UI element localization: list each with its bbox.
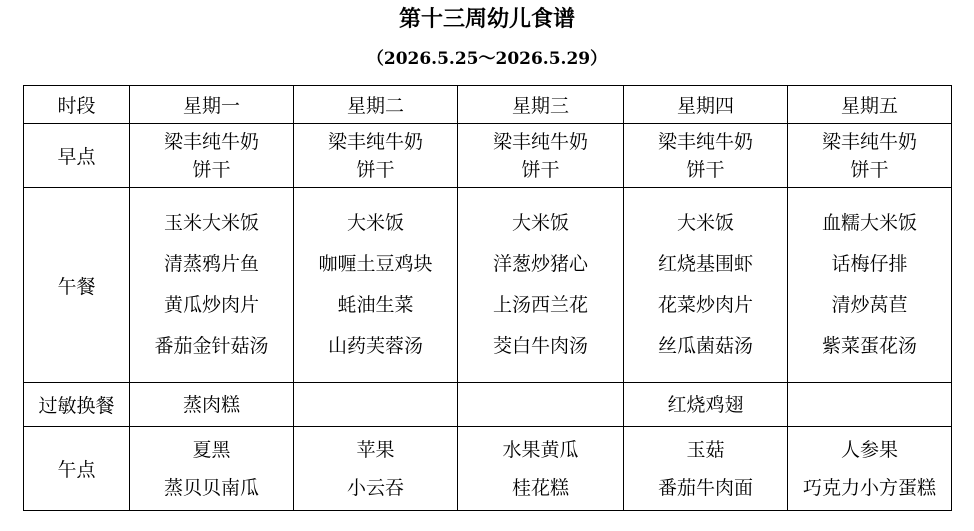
menu-cell bbox=[130, 427, 294, 511]
dish: 番茄牛肉面 bbox=[657, 476, 753, 499]
menu-cell bbox=[458, 188, 624, 383]
dish: 蒸肉糕 bbox=[182, 393, 240, 416]
row-label-breakfast: 早点 bbox=[24, 124, 130, 188]
menu-cell bbox=[294, 427, 458, 511]
menu-cell bbox=[624, 427, 788, 511]
dish: 蒸贝贝南瓜 bbox=[163, 476, 259, 499]
row-label-lunch: 午餐 bbox=[24, 188, 130, 383]
table-row bbox=[24, 124, 952, 188]
dish: 清蒸鸦片鱼 bbox=[163, 253, 259, 275]
menu-table bbox=[23, 85, 952, 511]
dish: 玉菇 bbox=[686, 438, 725, 461]
dish: 饼干 bbox=[686, 158, 725, 181]
menu-cell bbox=[130, 124, 294, 188]
dish: 红烧基围虾 bbox=[657, 253, 753, 275]
menu-cell-empty bbox=[294, 383, 458, 427]
menu-cell bbox=[294, 188, 458, 383]
menu-cell bbox=[130, 188, 294, 383]
dish: 人参果 bbox=[840, 438, 898, 461]
date-range: （2026.5.25～2026.5.29） bbox=[366, 49, 608, 69]
dish: 茭白牛肉汤 bbox=[492, 335, 588, 357]
dish: 大米饭 bbox=[346, 212, 404, 234]
dish: 清炒莴苣 bbox=[831, 294, 908, 316]
dish: 梁丰纯牛奶 bbox=[657, 130, 753, 153]
header-tuesday: 星期二 bbox=[294, 86, 458, 124]
menu-cell bbox=[788, 427, 952, 511]
menu-cell bbox=[788, 124, 952, 188]
dish: 大米饭 bbox=[676, 212, 734, 234]
dish: 饼干 bbox=[850, 158, 889, 181]
menu-cell bbox=[130, 383, 294, 427]
dish: 山药芙蓉汤 bbox=[327, 335, 423, 357]
menu-cell bbox=[624, 188, 788, 383]
dish: 话梅仔排 bbox=[831, 253, 908, 275]
dish: 玉米大米饭 bbox=[163, 212, 259, 234]
table-row bbox=[24, 427, 952, 511]
dish: 巧克力小方蛋糕 bbox=[802, 476, 936, 499]
dish: 梁丰纯牛奶 bbox=[492, 130, 588, 153]
dish: 饼干 bbox=[521, 158, 560, 181]
dish: 花菜炒肉片 bbox=[657, 294, 753, 316]
dish: 大米饭 bbox=[511, 212, 569, 234]
header-wednesday: 星期三 bbox=[458, 86, 624, 124]
header-row bbox=[24, 86, 952, 124]
menu-cell bbox=[788, 188, 952, 383]
dish: 血糯大米饭 bbox=[821, 212, 917, 234]
table-row bbox=[24, 383, 952, 427]
dish: 洋葱炒猪心 bbox=[492, 253, 588, 275]
menu-cell bbox=[458, 124, 624, 188]
row-label-snack: 午点 bbox=[24, 427, 130, 511]
menu-cell-empty bbox=[788, 383, 952, 427]
page-title: 第十三周幼儿食谱 bbox=[398, 6, 575, 32]
menu-cell bbox=[624, 124, 788, 188]
dish: 梁丰纯牛奶 bbox=[327, 130, 423, 153]
dish: 小云吞 bbox=[346, 476, 404, 499]
dish: 丝瓜菌菇汤 bbox=[657, 335, 753, 357]
table-row bbox=[24, 188, 952, 383]
dish: 饼干 bbox=[192, 158, 231, 181]
header-period: 时段 bbox=[24, 86, 130, 124]
dish: 紫菜蛋花汤 bbox=[821, 335, 917, 357]
menu-cell-empty bbox=[458, 383, 624, 427]
menu-cell bbox=[458, 427, 624, 511]
dish: 梁丰纯牛奶 bbox=[821, 130, 917, 153]
dish: 苹果 bbox=[356, 438, 395, 461]
header-monday: 星期一 bbox=[130, 86, 294, 124]
dish: 咖喱土豆鸡块 bbox=[318, 253, 433, 275]
dish: 黄瓜炒肉片 bbox=[163, 294, 259, 316]
dish: 上汤西兰花 bbox=[492, 294, 588, 316]
dish: 番茄金针菇汤 bbox=[154, 335, 269, 357]
dish: 蚝油生菜 bbox=[337, 294, 414, 316]
dish: 桂花糕 bbox=[511, 476, 569, 499]
header-friday: 星期五 bbox=[788, 86, 952, 124]
header-thursday: 星期四 bbox=[624, 86, 788, 124]
dish: 红烧鸡翅 bbox=[667, 393, 744, 416]
row-label-allergy: 过敏换餐 bbox=[24, 383, 130, 427]
dish: 水果黄瓜 bbox=[502, 438, 579, 461]
dish: 夏黑 bbox=[192, 438, 231, 461]
dish: 梁丰纯牛奶 bbox=[163, 130, 259, 153]
menu-cell bbox=[624, 383, 788, 427]
dish: 饼干 bbox=[356, 158, 395, 181]
menu-cell bbox=[294, 124, 458, 188]
